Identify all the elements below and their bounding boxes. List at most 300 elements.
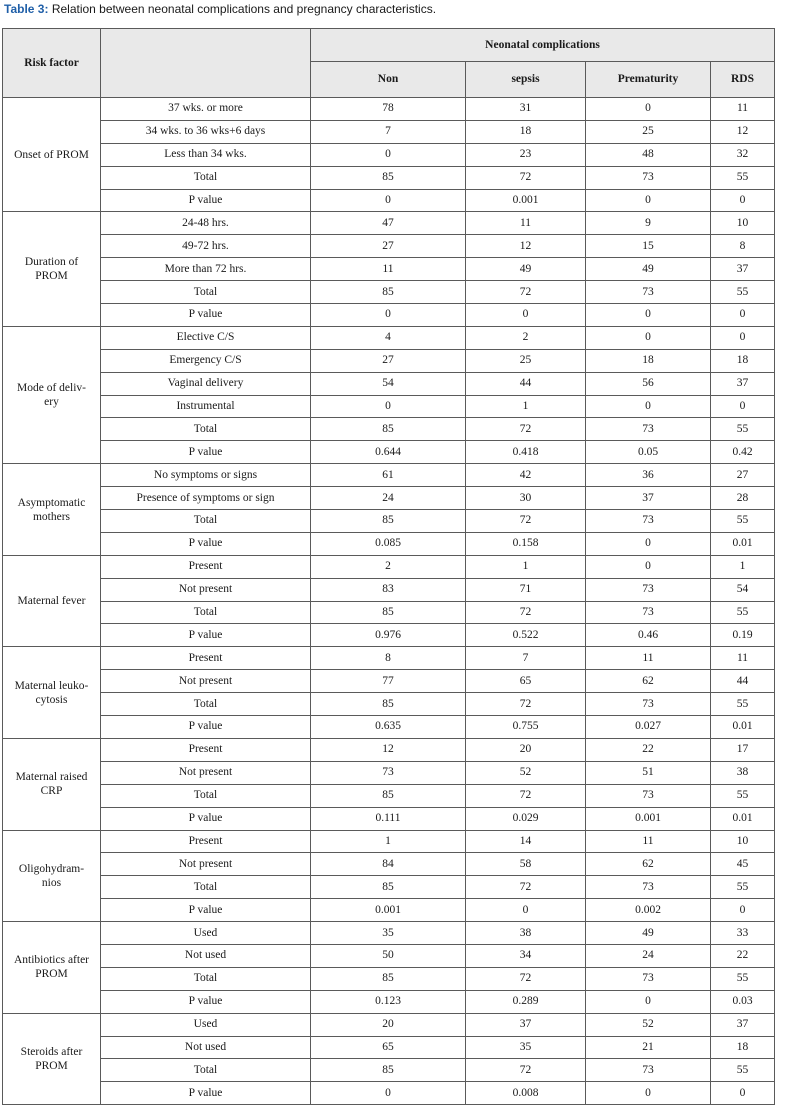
value-cell-sepsis: 35 bbox=[466, 1036, 586, 1059]
value-cell-sepsis: 7 bbox=[466, 647, 586, 670]
value-cell-non: 65 bbox=[311, 1036, 466, 1059]
table-row bbox=[3, 761, 775, 784]
value-cell-sepsis: 72 bbox=[466, 166, 586, 189]
value-cell-rds: 55 bbox=[711, 166, 775, 189]
value-cell-prematurity: 52 bbox=[586, 1013, 711, 1036]
subcategory-cell: Total bbox=[101, 784, 311, 807]
neonatal-complications-header: Neonatal complications bbox=[311, 29, 775, 62]
table-row bbox=[3, 235, 775, 258]
value-cell-sepsis: 0.158 bbox=[466, 532, 586, 555]
subcategory-cell: Not used bbox=[101, 1036, 311, 1059]
value-cell-sepsis: 0 bbox=[466, 304, 586, 327]
value-cell-rds: 0 bbox=[711, 326, 775, 349]
value-cell-prematurity: 11 bbox=[586, 647, 711, 670]
risk-factor-cell bbox=[3, 647, 101, 739]
value-cell-prematurity: 73 bbox=[586, 876, 711, 899]
value-cell-prematurity: 48 bbox=[586, 143, 711, 166]
value-cell-non: 27 bbox=[311, 235, 466, 258]
value-cell-rds: 11 bbox=[711, 647, 775, 670]
value-cell-non: 11 bbox=[311, 258, 466, 281]
risk-factor-line: PROM bbox=[35, 1059, 68, 1072]
table-row bbox=[3, 372, 775, 395]
value-cell-prematurity: 37 bbox=[586, 487, 711, 510]
subcategory-cell: Not present bbox=[101, 670, 311, 693]
table-row bbox=[3, 716, 775, 739]
subcategory-cell: Not used bbox=[101, 944, 311, 967]
table-row bbox=[3, 304, 775, 327]
column-header-rds: RDS bbox=[711, 62, 775, 98]
value-cell-prematurity: 0 bbox=[586, 532, 711, 555]
table-row bbox=[3, 876, 775, 899]
table-row bbox=[3, 1036, 775, 1059]
complications-table bbox=[2, 28, 775, 1105]
table-row bbox=[3, 487, 775, 510]
table-row bbox=[3, 418, 775, 441]
value-cell-rds: 55 bbox=[711, 784, 775, 807]
risk-factor-header: Risk factor bbox=[3, 29, 101, 98]
table-body bbox=[3, 98, 775, 1105]
value-cell-prematurity: 0.05 bbox=[586, 441, 711, 464]
value-cell-non: 0 bbox=[311, 304, 466, 327]
value-cell-non: 73 bbox=[311, 761, 466, 784]
value-cell-non: 0.123 bbox=[311, 990, 466, 1013]
table-row bbox=[3, 807, 775, 830]
value-cell-sepsis: 72 bbox=[466, 510, 586, 533]
value-cell-non: 83 bbox=[311, 578, 466, 601]
subcategory-cell: 49-72 hrs. bbox=[101, 235, 311, 258]
table-row bbox=[3, 166, 775, 189]
table-row bbox=[3, 967, 775, 990]
value-cell-non: 54 bbox=[311, 372, 466, 395]
table-row bbox=[3, 1013, 775, 1036]
value-cell-prematurity: 9 bbox=[586, 212, 711, 235]
risk-factor-line: PROM bbox=[35, 968, 68, 981]
value-cell-sepsis: 18 bbox=[466, 120, 586, 143]
table-row bbox=[3, 853, 775, 876]
value-cell-rds: 33 bbox=[711, 922, 775, 945]
value-cell-prematurity: 0 bbox=[586, 555, 711, 578]
value-cell-non: 12 bbox=[311, 738, 466, 761]
value-cell-rds: 1 bbox=[711, 555, 775, 578]
value-cell-non: 27 bbox=[311, 349, 466, 372]
value-cell-rds: 54 bbox=[711, 578, 775, 601]
value-cell-non: 84 bbox=[311, 853, 466, 876]
value-cell-rds: 0.42 bbox=[711, 441, 775, 464]
subcategory-cell: P value bbox=[101, 532, 311, 555]
table-row bbox=[3, 922, 775, 945]
value-cell-rds: 0.03 bbox=[711, 990, 775, 1013]
value-cell-sepsis: 0.029 bbox=[466, 807, 586, 830]
table-row bbox=[3, 1082, 775, 1105]
value-cell-prematurity: 73 bbox=[586, 601, 711, 624]
value-cell-non: 0.644 bbox=[311, 441, 466, 464]
subcategory-cell: P value bbox=[101, 624, 311, 647]
risk-factor-line: ery bbox=[44, 396, 59, 409]
risk-factor-cell bbox=[3, 922, 101, 1014]
value-cell-sepsis: 23 bbox=[466, 143, 586, 166]
subcategory-cell: Not present bbox=[101, 761, 311, 784]
value-cell-prematurity: 15 bbox=[586, 235, 711, 258]
value-cell-sepsis: 1 bbox=[466, 555, 586, 578]
table-row bbox=[3, 693, 775, 716]
table-row bbox=[3, 624, 775, 647]
value-cell-prematurity: 51 bbox=[586, 761, 711, 784]
value-cell-non: 85 bbox=[311, 281, 466, 304]
risk-factor-line: Oligohydram- bbox=[18, 862, 85, 875]
subcategory-cell: Presence of symptoms or sign bbox=[101, 487, 311, 510]
value-cell-rds: 37 bbox=[711, 372, 775, 395]
value-cell-rds: 0.01 bbox=[711, 807, 775, 830]
value-cell-rds: 0 bbox=[711, 899, 775, 922]
subcategory-cell: Elective C/S bbox=[101, 326, 311, 349]
value-cell-sepsis: 2 bbox=[466, 326, 586, 349]
value-cell-non: 0.635 bbox=[311, 716, 466, 739]
table-row bbox=[3, 578, 775, 601]
value-cell-sepsis: 0.289 bbox=[466, 990, 586, 1013]
table-row bbox=[3, 143, 775, 166]
value-cell-non: 85 bbox=[311, 418, 466, 441]
table-row bbox=[3, 555, 775, 578]
value-cell-rds: 38 bbox=[711, 761, 775, 784]
value-cell-sepsis: 0 bbox=[466, 899, 586, 922]
value-cell-prematurity: 0.002 bbox=[586, 899, 711, 922]
value-cell-sepsis: 0.755 bbox=[466, 716, 586, 739]
value-cell-sepsis: 71 bbox=[466, 578, 586, 601]
value-cell-sepsis: 0.522 bbox=[466, 624, 586, 647]
subcategory-cell: No symptoms or signs bbox=[101, 464, 311, 487]
value-cell-prematurity: 49 bbox=[586, 258, 711, 281]
risk-factor-line: cytosis bbox=[35, 693, 68, 706]
table-row bbox=[3, 990, 775, 1013]
value-cell-sepsis: 31 bbox=[466, 98, 586, 121]
value-cell-prematurity: 73 bbox=[586, 784, 711, 807]
value-cell-rds: 28 bbox=[711, 487, 775, 510]
risk-factor-cell bbox=[3, 555, 101, 647]
subcategory-cell: Less than 34 wks. bbox=[101, 143, 311, 166]
value-cell-sepsis: 72 bbox=[466, 967, 586, 990]
value-cell-prematurity: 49 bbox=[586, 922, 711, 945]
value-cell-rds: 0 bbox=[711, 395, 775, 418]
value-cell-non: 85 bbox=[311, 784, 466, 807]
risk-factor-cell bbox=[3, 326, 101, 463]
value-cell-rds: 10 bbox=[711, 212, 775, 235]
value-cell-sepsis: 72 bbox=[466, 784, 586, 807]
value-cell-non: 0.111 bbox=[311, 807, 466, 830]
value-cell-prematurity: 21 bbox=[586, 1036, 711, 1059]
value-cell-non: 85 bbox=[311, 166, 466, 189]
value-cell-rds: 27 bbox=[711, 464, 775, 487]
value-cell-rds: 55 bbox=[711, 281, 775, 304]
value-cell-rds: 11 bbox=[711, 98, 775, 121]
table-row bbox=[3, 738, 775, 761]
value-cell-prematurity: 0 bbox=[586, 98, 711, 121]
table-row bbox=[3, 212, 775, 235]
subcategory-cell: Present bbox=[101, 647, 311, 670]
value-cell-rds: 37 bbox=[711, 1013, 775, 1036]
value-cell-prematurity: 62 bbox=[586, 670, 711, 693]
subcategory-cell: Total bbox=[101, 967, 311, 990]
value-cell-rds: 22 bbox=[711, 944, 775, 967]
subcategory-cell: Used bbox=[101, 1013, 311, 1036]
value-cell-rds: 45 bbox=[711, 853, 775, 876]
value-cell-rds: 55 bbox=[711, 1059, 775, 1082]
table-row bbox=[3, 647, 775, 670]
column-header-non: Non bbox=[311, 62, 466, 98]
table-row bbox=[3, 281, 775, 304]
risk-factor-line: Asymptomatic bbox=[17, 496, 86, 509]
value-cell-prematurity: 62 bbox=[586, 853, 711, 876]
value-cell-sepsis: 20 bbox=[466, 738, 586, 761]
value-cell-rds: 18 bbox=[711, 349, 775, 372]
value-cell-sepsis: 12 bbox=[466, 235, 586, 258]
value-cell-sepsis: 11 bbox=[466, 212, 586, 235]
value-cell-prematurity: 22 bbox=[586, 738, 711, 761]
value-cell-non: 0.976 bbox=[311, 624, 466, 647]
subcategory-cell: Not present bbox=[101, 853, 311, 876]
table-row bbox=[3, 326, 775, 349]
subcategory-cell: Total bbox=[101, 693, 311, 716]
value-cell-prematurity: 0 bbox=[586, 326, 711, 349]
subcategory-header bbox=[101, 29, 311, 98]
value-cell-non: 85 bbox=[311, 1059, 466, 1082]
value-cell-non: 1 bbox=[311, 830, 466, 853]
table-row bbox=[3, 441, 775, 464]
value-cell-sepsis: 72 bbox=[466, 418, 586, 441]
value-cell-prematurity: 73 bbox=[586, 693, 711, 716]
subcategory-cell: 37 wks. or more bbox=[101, 98, 311, 121]
table-row bbox=[3, 464, 775, 487]
risk-factor-line: Steroids after bbox=[20, 1045, 83, 1058]
subcategory-cell: Total bbox=[101, 166, 311, 189]
risk-factor-line: Antibiotics after bbox=[13, 954, 90, 967]
subcategory-cell: P value bbox=[101, 1082, 311, 1105]
value-cell-rds: 55 bbox=[711, 418, 775, 441]
value-cell-sepsis: 72 bbox=[466, 876, 586, 899]
value-cell-prematurity: 73 bbox=[586, 166, 711, 189]
value-cell-sepsis: 72 bbox=[466, 1059, 586, 1082]
subcategory-cell: P value bbox=[101, 899, 311, 922]
subcategory-cell: P value bbox=[101, 807, 311, 830]
subcategory-cell: P value bbox=[101, 441, 311, 464]
value-cell-non: 77 bbox=[311, 670, 466, 693]
value-cell-sepsis: 0.418 bbox=[466, 441, 586, 464]
value-cell-non: 85 bbox=[311, 693, 466, 716]
subcategory-cell: Not present bbox=[101, 578, 311, 601]
value-cell-prematurity: 73 bbox=[586, 1059, 711, 1082]
subcategory-cell: P value bbox=[101, 990, 311, 1013]
risk-factor-line: mothers bbox=[32, 510, 71, 523]
table-row bbox=[3, 258, 775, 281]
value-cell-non: 4 bbox=[311, 326, 466, 349]
value-cell-rds: 0.19 bbox=[711, 624, 775, 647]
table-row bbox=[3, 349, 775, 372]
table-row bbox=[3, 120, 775, 143]
table-row bbox=[3, 944, 775, 967]
value-cell-sepsis: 0.001 bbox=[466, 189, 586, 212]
risk-factor-cell bbox=[3, 830, 101, 922]
value-cell-prematurity: 73 bbox=[586, 281, 711, 304]
value-cell-prematurity: 0 bbox=[586, 395, 711, 418]
value-cell-non: 0 bbox=[311, 1082, 466, 1105]
subcategory-cell: P value bbox=[101, 304, 311, 327]
value-cell-sepsis: 30 bbox=[466, 487, 586, 510]
value-cell-non: 8 bbox=[311, 647, 466, 670]
subcategory-cell: Present bbox=[101, 555, 311, 578]
value-cell-non: 61 bbox=[311, 464, 466, 487]
subcategory-cell: Total bbox=[101, 601, 311, 624]
value-cell-prematurity: 73 bbox=[586, 967, 711, 990]
value-cell-sepsis: 72 bbox=[466, 693, 586, 716]
subcategory-cell: Present bbox=[101, 830, 311, 853]
column-header-prematurity: Prematurity bbox=[586, 62, 711, 98]
value-cell-prematurity: 56 bbox=[586, 372, 711, 395]
value-cell-sepsis: 65 bbox=[466, 670, 586, 693]
subcategory-cell: P value bbox=[101, 716, 311, 739]
value-cell-rds: 44 bbox=[711, 670, 775, 693]
value-cell-rds: 0 bbox=[711, 304, 775, 327]
value-cell-rds: 55 bbox=[711, 967, 775, 990]
subcategory-cell: Present bbox=[101, 738, 311, 761]
value-cell-sepsis: 37 bbox=[466, 1013, 586, 1036]
caption-label: Table 3: bbox=[4, 2, 49, 16]
table-row bbox=[3, 189, 775, 212]
risk-factor-cell bbox=[3, 464, 101, 556]
subcategory-cell: Instrumental bbox=[101, 395, 311, 418]
value-cell-sepsis: 14 bbox=[466, 830, 586, 853]
value-cell-non: 0 bbox=[311, 143, 466, 166]
value-cell-rds: 10 bbox=[711, 830, 775, 853]
value-cell-prematurity: 0 bbox=[586, 304, 711, 327]
table-header bbox=[3, 29, 775, 98]
value-cell-sepsis: 38 bbox=[466, 922, 586, 945]
value-cell-prematurity: 11 bbox=[586, 830, 711, 853]
subcategory-cell: Total bbox=[101, 418, 311, 441]
table-row bbox=[3, 899, 775, 922]
value-cell-non: 0 bbox=[311, 189, 466, 212]
risk-factor-line: CRP bbox=[40, 785, 63, 798]
value-cell-prematurity: 0 bbox=[586, 990, 711, 1013]
risk-factor-line: PROM bbox=[35, 270, 68, 283]
value-cell-rds: 0.01 bbox=[711, 716, 775, 739]
risk-factor-line: Maternal leuko- bbox=[14, 679, 89, 692]
value-cell-non: 50 bbox=[311, 944, 466, 967]
table-row bbox=[3, 830, 775, 853]
value-cell-prematurity: 73 bbox=[586, 578, 711, 601]
subcategory-cell: Total bbox=[101, 1059, 311, 1082]
value-cell-non: 20 bbox=[311, 1013, 466, 1036]
value-cell-sepsis: 72 bbox=[466, 281, 586, 304]
value-cell-non: 78 bbox=[311, 98, 466, 121]
value-cell-non: 7 bbox=[311, 120, 466, 143]
risk-factor-cell bbox=[3, 738, 101, 830]
table-row bbox=[3, 784, 775, 807]
column-header-sepsis: sepsis bbox=[466, 62, 586, 98]
value-cell-prematurity: 18 bbox=[586, 349, 711, 372]
value-cell-non: 85 bbox=[311, 876, 466, 899]
value-cell-prematurity: 0 bbox=[586, 1082, 711, 1105]
value-cell-rds: 0.01 bbox=[711, 532, 775, 555]
value-cell-rds: 55 bbox=[711, 876, 775, 899]
table-row bbox=[3, 395, 775, 418]
subcategory-cell: Emergency C/S bbox=[101, 349, 311, 372]
value-cell-rds: 32 bbox=[711, 143, 775, 166]
value-cell-non: 2 bbox=[311, 555, 466, 578]
value-cell-sepsis: 49 bbox=[466, 258, 586, 281]
risk-factor-cell bbox=[3, 212, 101, 326]
subcategory-cell: Total bbox=[101, 281, 311, 304]
value-cell-non: 0.085 bbox=[311, 532, 466, 555]
value-cell-sepsis: 25 bbox=[466, 349, 586, 372]
value-cell-prematurity: 24 bbox=[586, 944, 711, 967]
subcategory-cell: Vaginal delivery bbox=[101, 372, 311, 395]
value-cell-prematurity: 0.027 bbox=[586, 716, 711, 739]
caption-text: Relation between neonatal complications and pregnancy characteristics. bbox=[51, 2, 437, 16]
table-row bbox=[3, 601, 775, 624]
value-cell-non: 35 bbox=[311, 922, 466, 945]
risk-factor-line: Mode of deliv- bbox=[17, 382, 86, 395]
subcategory-cell: Total bbox=[101, 510, 311, 533]
value-cell-sepsis: 42 bbox=[466, 464, 586, 487]
subcategory-cell: More than 72 hrs. bbox=[101, 258, 311, 281]
value-cell-prematurity: 36 bbox=[586, 464, 711, 487]
value-cell-rds: 55 bbox=[711, 601, 775, 624]
subcategory-cell: Total bbox=[101, 876, 311, 899]
value-cell-rds: 18 bbox=[711, 1036, 775, 1059]
value-cell-sepsis: 1 bbox=[466, 395, 586, 418]
risk-factor-line: Duration of bbox=[24, 256, 79, 269]
risk-factor-line: Maternal fever bbox=[17, 595, 86, 608]
risk-factor-line: nios bbox=[41, 876, 62, 889]
value-cell-non: 85 bbox=[311, 510, 466, 533]
value-cell-non: 0.001 bbox=[311, 899, 466, 922]
table-row bbox=[3, 1059, 775, 1082]
value-cell-non: 47 bbox=[311, 212, 466, 235]
value-cell-rds: 55 bbox=[711, 510, 775, 533]
value-cell-non: 24 bbox=[311, 487, 466, 510]
value-cell-rds: 37 bbox=[711, 258, 775, 281]
table-row bbox=[3, 670, 775, 693]
value-cell-prematurity: 0 bbox=[586, 189, 711, 212]
value-cell-prematurity: 25 bbox=[586, 120, 711, 143]
risk-factor-cell bbox=[3, 1013, 101, 1105]
subcategory-cell: P value bbox=[101, 189, 311, 212]
value-cell-non: 0 bbox=[311, 395, 466, 418]
table-caption bbox=[4, 1, 436, 17]
value-cell-rds: 0 bbox=[711, 189, 775, 212]
subcategory-cell: 34 wks. to 36 wks+6 days bbox=[101, 120, 311, 143]
subcategory-cell: 24-48 hrs. bbox=[101, 212, 311, 235]
value-cell-sepsis: 34 bbox=[466, 944, 586, 967]
value-cell-sepsis: 44 bbox=[466, 372, 586, 395]
subcategory-cell: Used bbox=[101, 922, 311, 945]
value-cell-sepsis: 72 bbox=[466, 601, 586, 624]
value-cell-prematurity: 73 bbox=[586, 510, 711, 533]
table-row bbox=[3, 98, 775, 121]
table-row bbox=[3, 532, 775, 555]
value-cell-rds: 12 bbox=[711, 120, 775, 143]
value-cell-prematurity: 0.46 bbox=[586, 624, 711, 647]
value-cell-sepsis: 58 bbox=[466, 853, 586, 876]
value-cell-non: 85 bbox=[311, 601, 466, 624]
value-cell-non: 85 bbox=[311, 967, 466, 990]
value-cell-prematurity: 0.001 bbox=[586, 807, 711, 830]
value-cell-prematurity: 73 bbox=[586, 418, 711, 441]
value-cell-rds: 17 bbox=[711, 738, 775, 761]
value-cell-rds: 0 bbox=[711, 1082, 775, 1105]
value-cell-rds: 8 bbox=[711, 235, 775, 258]
table-row bbox=[3, 510, 775, 533]
value-cell-rds: 55 bbox=[711, 693, 775, 716]
